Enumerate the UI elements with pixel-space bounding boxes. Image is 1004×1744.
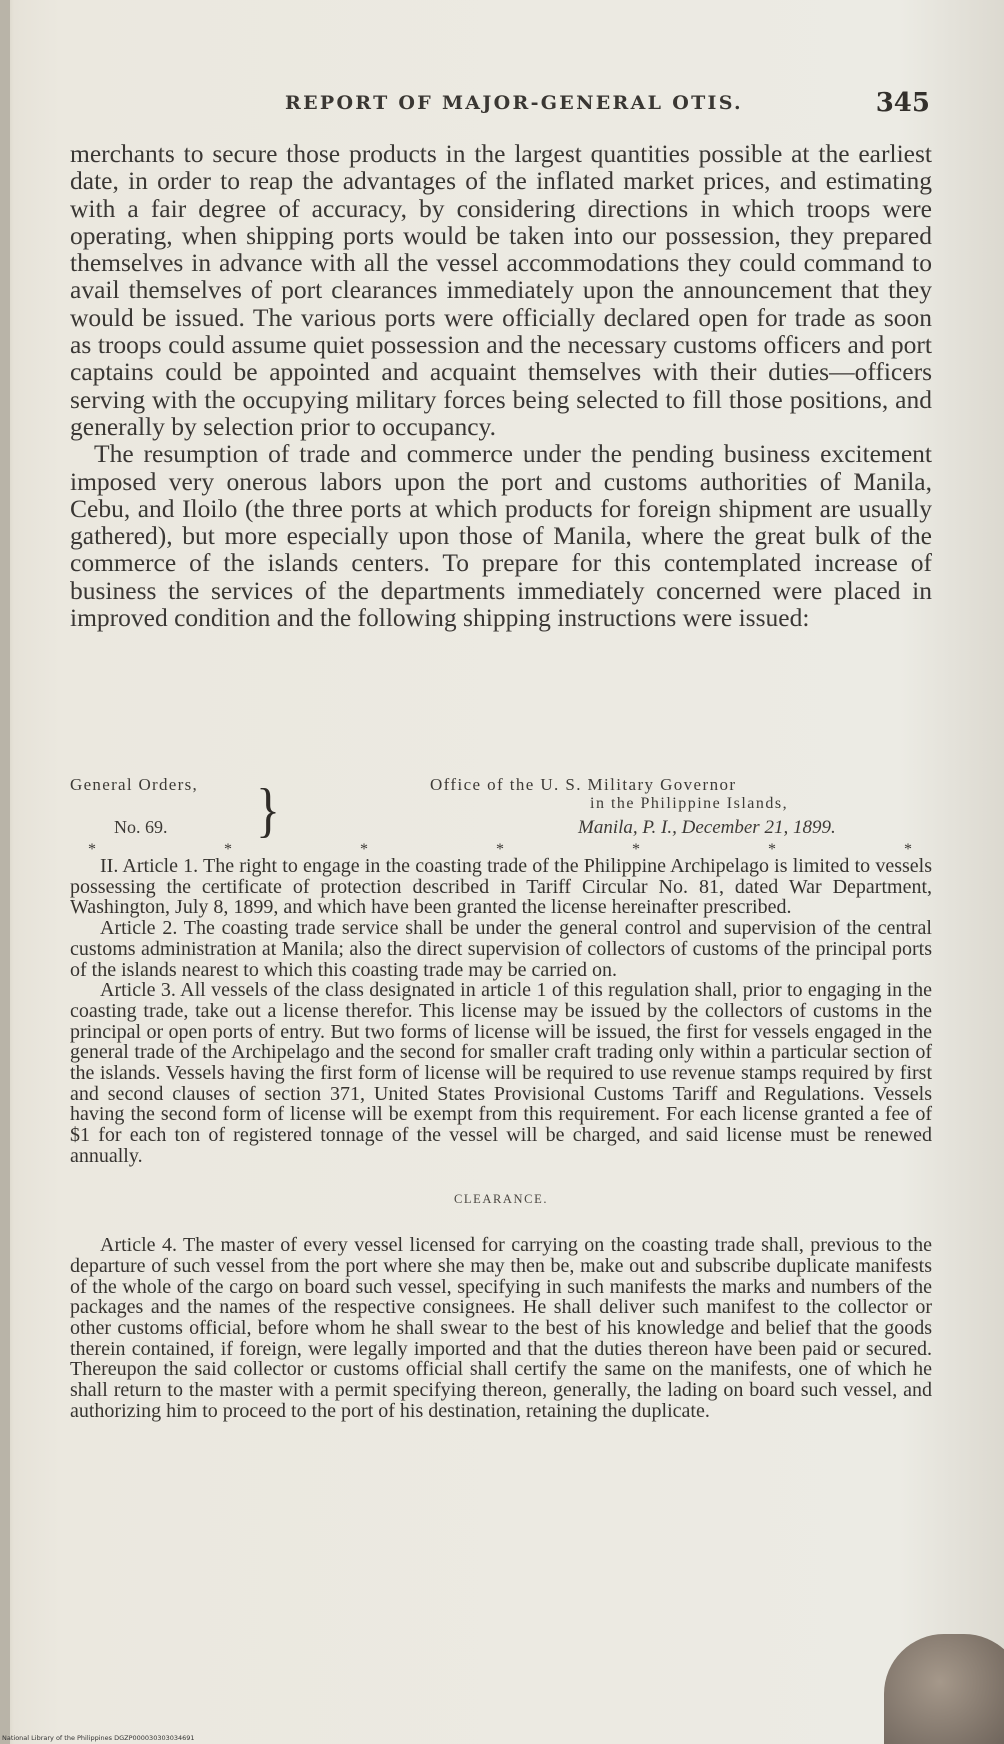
star: * (632, 841, 640, 858)
page-header (80, 88, 930, 122)
date-line: Manila, P. I., December 21, 1899. (578, 817, 836, 838)
article-3: Article 3. All vessels of the class designated in article 1 of this regulation shall, prior to engaging in the coasting trade, take out a license therefor. This license may be issued by the collectors of customs in the principal or open ports of entry. But two forms of license will be issued, the first for vessels engaged in the general trade of the Archipelago and the second for smaller craft trading only within a particular section of the islands. Vessels having the first form of license will be required to use revenue stamps required by first and second clauses of section 371, United States Provisional Customs Tariff and Regulations. Vessels having the second form of license will be exempt from this requirement. For each license granted a fee of $1 for each ton of registered tonnage of the vessel will be charged, and said license must be renewed annually. (70, 979, 932, 1167)
page-number: 345 (875, 88, 930, 118)
scan-credit: National Library of the Philippines DGZP000030303034691 (2, 1734, 195, 1742)
brace-mark: } (256, 775, 280, 843)
star: * (768, 841, 776, 858)
paragraph-continued: merchants to secure those products in the largest quantities possible at the earliest date, in order to reap the advantages of the inflated market prices, and estimating with a fair degree of accuracy, by considering directions in which troops were operating, when shipping ports would be taken into our possession, they prepared themselves in advance with all the vessel accommodations they could command to avail themselves of port clearances immediately upon the announcement that they would be issued. The various ports were officially declared open for trade as soon as troops could assume quiet possession and the necessary customs officers and port captains could be appointed and acquaint themselves with their duties—officers serving with the occupying military forces being selected to fill those positions, and generally by selection prior to occupancy. (70, 139, 932, 441)
body-text (70, 140, 932, 631)
page-binding-edge (0, 0, 10, 1744)
article-1: II. Article 1. The right to engage in the coasting trade of the Philippine Archipelago is limited to vessels possessing the certificate of protection described in Tariff Circular No. 81, dated War Department, Washington, July 8, 1899, and which have been granted the license hereinafter prescribed. (70, 855, 932, 919)
order-number: No. 69. (114, 817, 168, 837)
islands-line: in the Philippine Islands, (590, 795, 789, 812)
star: * (224, 841, 232, 858)
scanner-thumb (884, 1634, 1004, 1744)
article-2: Article 2. The coasting trade service shall be under the general control and supervision of the central customs administration at Manila; also the direct supervision of collectors of customs of the principal ports of the islands nearest to which this coasting trade may be carried on. (70, 917, 932, 981)
general-order-text (70, 856, 932, 1422)
clearance-heading: CLEARANCE. (453, 1191, 549, 1206)
star: * (496, 841, 504, 858)
general-orders-label: General Orders, (70, 775, 199, 794)
article-4: Article 4. The master of every vessel licensed for carrying on the coasting trade shall, previous to the departure of such vessel from the port where she may then be, make out and subscribe duplicate manifests of the whole of the cargo on board such vessel, specifying in such manifests the marks and numbers of the packages and the names of the respective consignees. He shall deliver such manifest to the collector or other customs official, before whom he shall swear to the best of his knowledge and belief that the goods therein contained, if foreign, were legally imported and that the duties thereon have been paid or secured. Thereupon the said collector or customs official shall certify the same on the manifests, one of which he shall return to the master with a permit specifying thereon, generally, the lading on board such vessel, and authorizing him to proceed to the port of his destination, retaining the duplicate. (70, 1234, 932, 1422)
star: * (88, 841, 96, 858)
star: * (904, 841, 912, 858)
star: * (360, 841, 368, 858)
office-line: Office of the U. S. Military Governor (430, 775, 737, 794)
running-head: REPORT OF MAJOR-GENERAL OTIS. (285, 92, 743, 114)
paragraph-resumption: The resumption of trade and commerce under the pending business excitement imposed very onerous labors upon the port and customs authorities of Manila, Cebu, and Iloilo (the three ports at which products for foreign shipment are usually gathered), but more especially upon those of Manila, where the great bulk of the commerce of the islands centers. To prepare for this contemplated increase of business the services of the departments immediately concerned were placed in improved condition and the following shipping instructions were issued: (70, 439, 932, 633)
